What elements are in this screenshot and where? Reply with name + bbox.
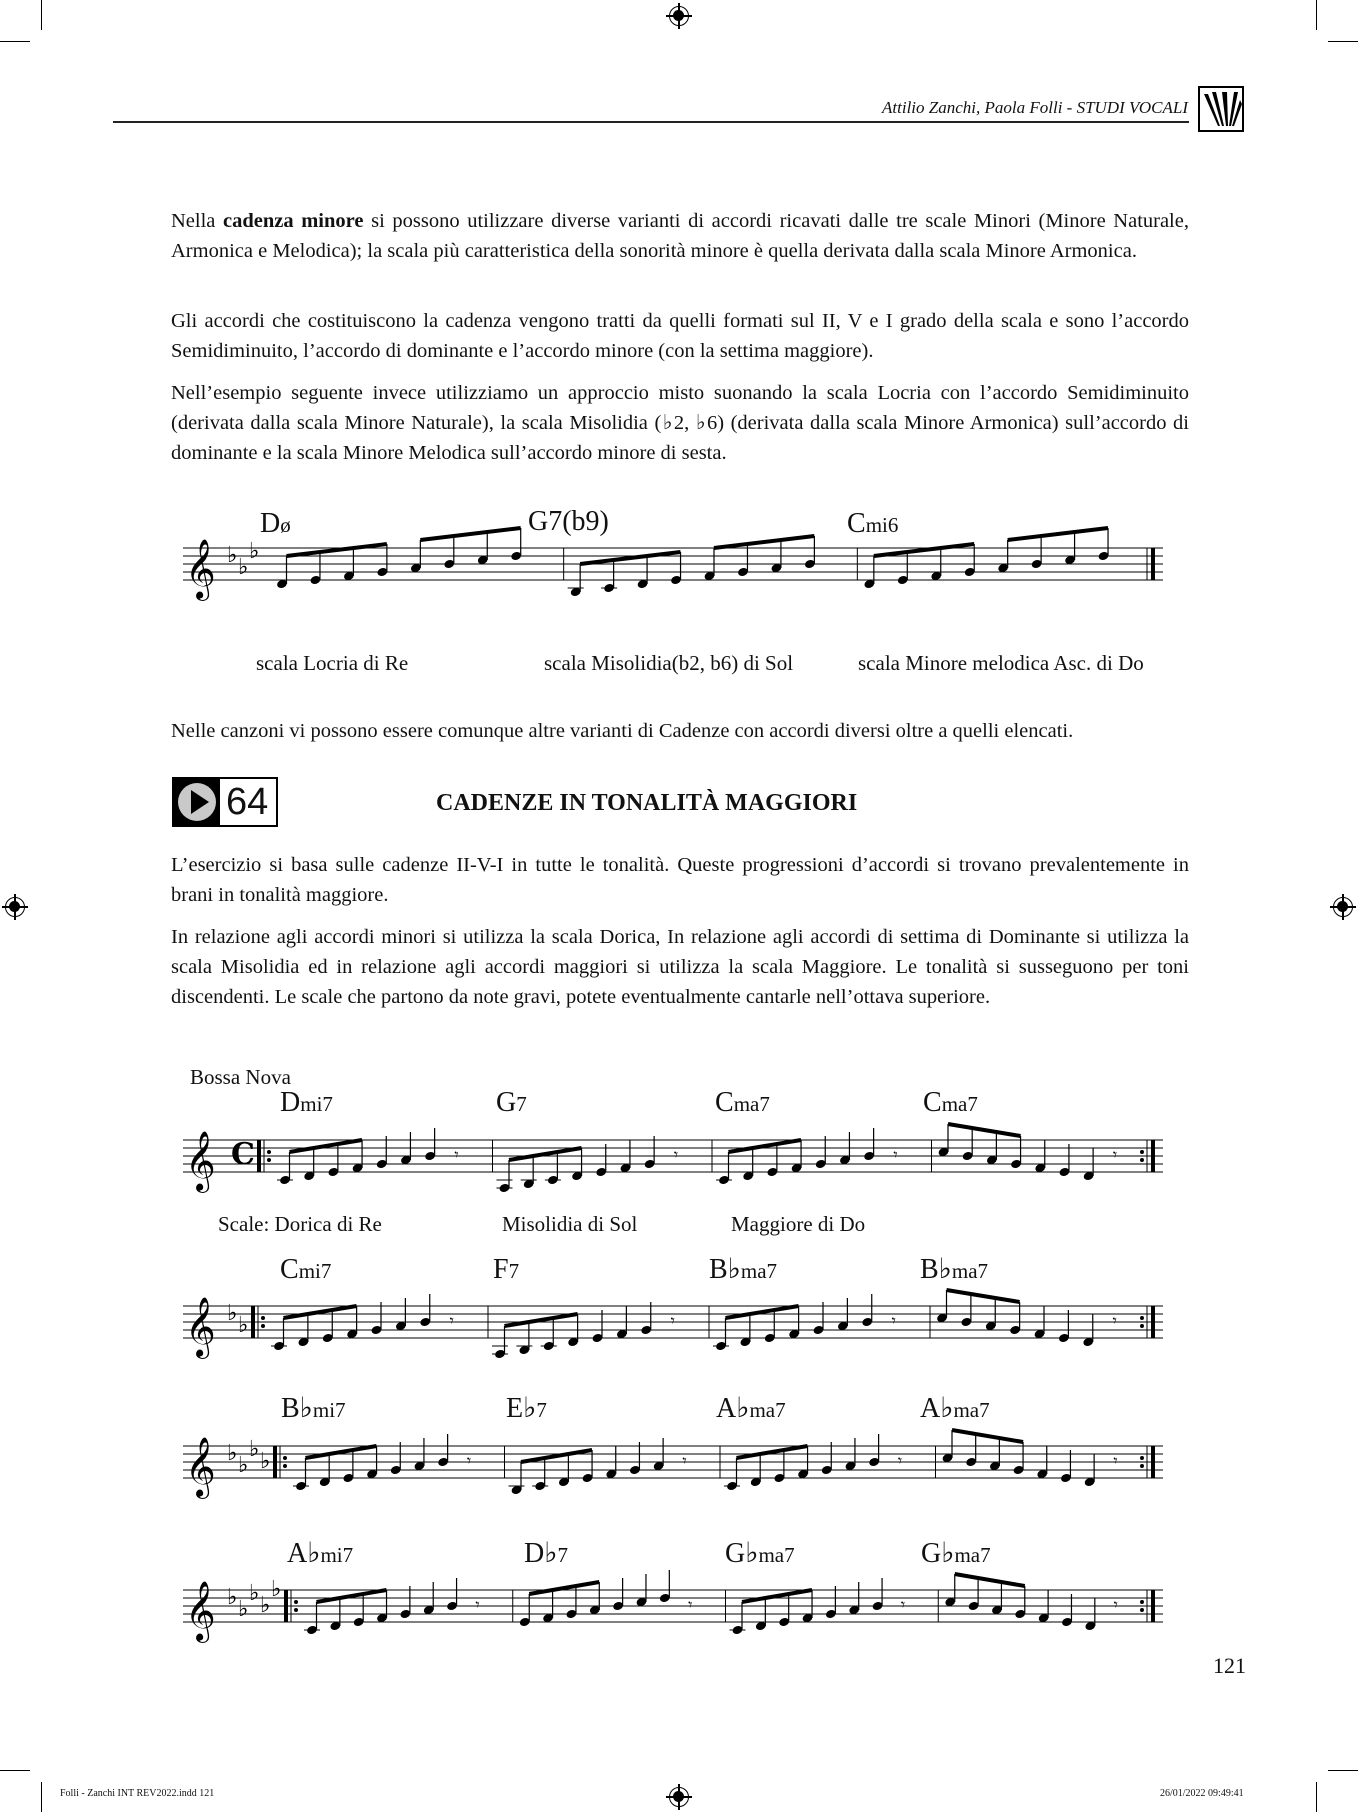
eighth-rest-icon: 𝄾 <box>897 1451 903 1470</box>
eighth-rest-icon: 𝄾 <box>1113 1451 1118 1470</box>
paragraph-cadenza-minore: Nella cadenza minore si possono utilizzare diverse varianti di accordi ricavati dalle tre scale Minori (Minore Naturale, Armonica e Melodica); la scala più caratteristica della sonorità minore è quella derivata dalla scala Minore Armonica. <box>171 210 1189 262</box>
repeat-start-bar <box>257 1140 261 1172</box>
repeat-dot <box>261 1316 265 1320</box>
note-beam <box>529 1582 599 1594</box>
registration-mark-icon <box>1333 897 1353 917</box>
paragraph-relazione: In relazione agli accordi minori si utilizza la scala Dorica, In relazione agli accordi di settima di Dominante si utilizza la scala Misolidia ed in relazione agli accordi maggiori si utilizza la scala Maggiore. Le tonalità si susseguono per toni discendenti. Le scale che partono da note gravi, potete eventualmente cantarle nell’ottava superiore. <box>171 926 1189 1008</box>
paragraph-varianti: Nelle canzoni vi possono essere comunque altre varianti di Cadenze con accordi diversi oltre a quelli elencati. <box>171 720 1074 742</box>
crop-mark <box>1328 1770 1358 1771</box>
eighth-rest-icon: 𝄾 <box>891 1311 896 1330</box>
final-bar <box>1151 1590 1155 1622</box>
chord-symbol: Cmi7 <box>280 1254 332 1285</box>
chord-symbol: G7(b9) <box>528 506 609 537</box>
page-number: 121 <box>1213 1653 1246 1678</box>
chord-symbol: G7 <box>496 1087 527 1118</box>
chord-symbol: Dø <box>260 508 291 539</box>
note-beam <box>290 1140 363 1152</box>
chord-symbol: Cmi6 <box>847 508 899 539</box>
flat-icon: ♭ <box>249 539 260 564</box>
repeat-dot <box>294 1608 298 1612</box>
common-time-icon: C <box>231 1137 255 1172</box>
eighth-rest-icon: 𝄾 <box>475 1595 480 1614</box>
note-beam <box>947 1290 1020 1302</box>
chord-symbol: B♭ma7 <box>709 1254 778 1285</box>
scale-label: Maggiore di Do <box>731 1212 866 1236</box>
scale-label: Misolidia di Sol <box>502 1212 638 1236</box>
flat-icon: ♭ <box>238 555 249 580</box>
music-staff-row <box>183 1438 1163 1498</box>
paragraph-esempio: Nell’esempio seguente invece utilizziamo un approccio misto suonando la scala Locria con l’accordo Semidiminuito (derivata dalla scala Minore Naturale), la scala Misolidia (♭2, ♭6) (derivata dalla scala Minore Armonica) sull’accordo di dominante e la scala Minore Melodica sull’accordo minore di sesta. <box>171 382 1189 464</box>
treble-clef-icon: 𝄞 <box>185 1437 216 1497</box>
chord-symbol: Cma7 <box>715 1087 770 1118</box>
eighth-rest-icon: 𝄾 <box>1112 1311 1117 1330</box>
play-icon[interactable] <box>174 779 220 825</box>
note-beam <box>742 1590 812 1602</box>
note-beam <box>284 1306 357 1318</box>
treble-clef-icon: 𝄞 <box>185 1297 216 1357</box>
final-bar <box>1151 1306 1155 1338</box>
note-beam <box>948 1124 1021 1136</box>
note-beam <box>952 1430 1023 1442</box>
crop-mark <box>41 0 42 30</box>
crop-mark <box>1328 41 1358 42</box>
flat-icon: ♭ <box>227 1585 238 1610</box>
repeat-start-bar <box>251 1306 255 1338</box>
chord-symbol: G♭ma7 <box>921 1538 991 1569</box>
crop-mark <box>1316 1782 1317 1812</box>
chord-symbol: E♭7 <box>506 1393 547 1424</box>
final-bar <box>1151 1446 1155 1478</box>
eighth-rest-icon: 𝄾 <box>1112 1145 1118 1164</box>
flat-icon: ♭ <box>227 1301 238 1326</box>
paragraph-esercizio: L’esercizio si basa sulle cadenze II-V-I in tutte le tonalità. Queste progressioni d’accordi si trovano prevalentemente in brani in tonalità maggiore. <box>171 854 1189 906</box>
note-beam <box>726 1306 799 1318</box>
chord-symbol: Cma7 <box>923 1087 978 1118</box>
repeat-dot <box>1140 1464 1144 1468</box>
note-beam <box>737 1446 808 1458</box>
flat-icon: ♭ <box>238 1453 249 1478</box>
eighth-rest-icon: 𝄾 <box>900 1595 906 1614</box>
eighth-rest-icon: 𝄾 <box>466 1451 472 1470</box>
repeat-start-bar <box>273 1446 277 1478</box>
music-staff-example <box>183 540 1163 600</box>
chord-symbol: B♭mi7 <box>281 1393 346 1424</box>
final-bar <box>1151 548 1155 580</box>
note-beam <box>505 1314 578 1326</box>
repeat-dot <box>1140 1316 1144 1320</box>
paragraph-accordi: Gli accordi che costituiscono la cadenza vengono tratti da quelli formati sul II, V e I grado della scala e sono l’accordo Semidiminuito, l’accordo di dominante e l’accordo minore (con la settima maggiore). <box>171 310 1189 362</box>
crop-mark <box>0 1770 30 1771</box>
crop-mark <box>1316 0 1317 30</box>
treble-clef-icon: 𝄞 <box>185 539 216 599</box>
style-label: Bossa Nova <box>190 1065 291 1089</box>
flat-icon: ♭ <box>260 1449 271 1474</box>
repeat-start-bar <box>284 1590 288 1622</box>
repeat-dot <box>294 1600 298 1604</box>
repeat-dot <box>1140 1608 1144 1612</box>
note-beam <box>420 528 520 540</box>
note-beam <box>874 544 974 556</box>
registration-mark-icon <box>669 1787 689 1807</box>
note-beam <box>317 1590 387 1602</box>
chord-symbol: B♭ma7 <box>920 1254 989 1285</box>
repeat-dot <box>283 1456 287 1460</box>
section-title: CADENZE IN TONALITÀ MAGGIORI <box>436 790 858 816</box>
chord-symbol: G♭ma7 <box>725 1538 795 1569</box>
flat-icon: ♭ <box>249 1437 260 1462</box>
music-staff-row <box>183 1298 1163 1358</box>
note-beam <box>729 1140 802 1152</box>
eighth-rest-icon: 𝄾 <box>670 1311 675 1330</box>
note-beam <box>714 536 814 548</box>
slug-date-info: 26/01/2022 09:49:41 <box>1160 1788 1244 1799</box>
eighth-rest-icon: 𝄾 <box>688 1595 693 1614</box>
eighth-rest-icon: 𝄾 <box>454 1145 459 1164</box>
music-staff-row <box>183 1577 1163 1642</box>
chord-symbol: F7 <box>493 1254 520 1285</box>
chord-symbol: D♭7 <box>524 1538 568 1569</box>
note-beam <box>955 1574 1025 1586</box>
repeat-dot <box>1140 1150 1144 1154</box>
flat-icon: ♭ <box>249 1581 260 1606</box>
crop-mark <box>0 41 30 42</box>
note-beam <box>580 552 680 564</box>
repeat-dot <box>261 1324 265 1328</box>
repeat-dot <box>283 1464 287 1468</box>
flat-icon: ♭ <box>260 1593 271 1618</box>
chord-symbol: A♭mi7 <box>287 1538 354 1569</box>
chord-symbol: Dmi7 <box>280 1087 333 1118</box>
flat-icon: ♭ <box>238 1597 249 1622</box>
treble-clef-icon: 𝄞 <box>185 1131 216 1191</box>
audio-track-badge[interactable] <box>172 777 278 827</box>
repeat-dot <box>1140 1456 1144 1460</box>
eighth-rest-icon: 𝄾 <box>893 1145 898 1164</box>
crop-mark <box>41 1782 42 1812</box>
repeat-dot <box>1140 1324 1144 1328</box>
eighth-rest-icon: 𝄾 <box>673 1145 679 1164</box>
slug-file-info: Folli - Zanchi INT REV2022.indd 121 <box>60 1788 215 1799</box>
repeat-dot <box>1140 1158 1144 1162</box>
final-bar <box>1151 1140 1155 1172</box>
treble-clef-icon: 𝄞 <box>185 1581 216 1641</box>
flat-icon: ♭ <box>227 1441 238 1466</box>
eighth-rest-icon: 𝄾 <box>449 1311 454 1330</box>
note-beam <box>306 1446 377 1458</box>
scale-label: scala Misolidia(b2, b6) di Sol <box>544 651 794 675</box>
note-beam <box>287 544 387 556</box>
repeat-dot <box>267 1150 271 1154</box>
bold-term: cadenza minore <box>223 210 364 232</box>
eighth-rest-icon: 𝄾 <box>1113 1595 1118 1614</box>
header-author-line: Attilio Zanchi, Paola Folli - STUDI VOCALI <box>882 98 1188 117</box>
registration-mark-icon <box>669 6 689 26</box>
publisher-logo-icon <box>1198 86 1244 132</box>
registration-mark-icon <box>5 897 25 917</box>
flat-icon: ♭ <box>227 543 238 568</box>
scale-label: Scale: Dorica di Re <box>218 1212 382 1236</box>
flat-icon: ♭ <box>238 1313 249 1338</box>
music-staff-row <box>183 1132 1163 1192</box>
track-number: 64 <box>226 781 269 823</box>
header-rule <box>113 121 1189 123</box>
chord-symbol: A♭ma7 <box>716 1393 786 1424</box>
eighth-rest-icon: 𝄾 <box>682 1451 687 1470</box>
note-beam <box>521 1450 592 1462</box>
flat-icon: ♭ <box>271 1577 282 1602</box>
note-beam <box>1008 528 1108 540</box>
repeat-dot <box>267 1158 271 1162</box>
scale-label: scala Minore melodica Asc. di Do <box>858 651 1144 675</box>
repeat-dot <box>1140 1600 1144 1604</box>
note-beam <box>509 1148 582 1160</box>
scale-label: scala Locria di Re <box>256 651 409 675</box>
chord-symbol: A♭ma7 <box>920 1393 990 1424</box>
